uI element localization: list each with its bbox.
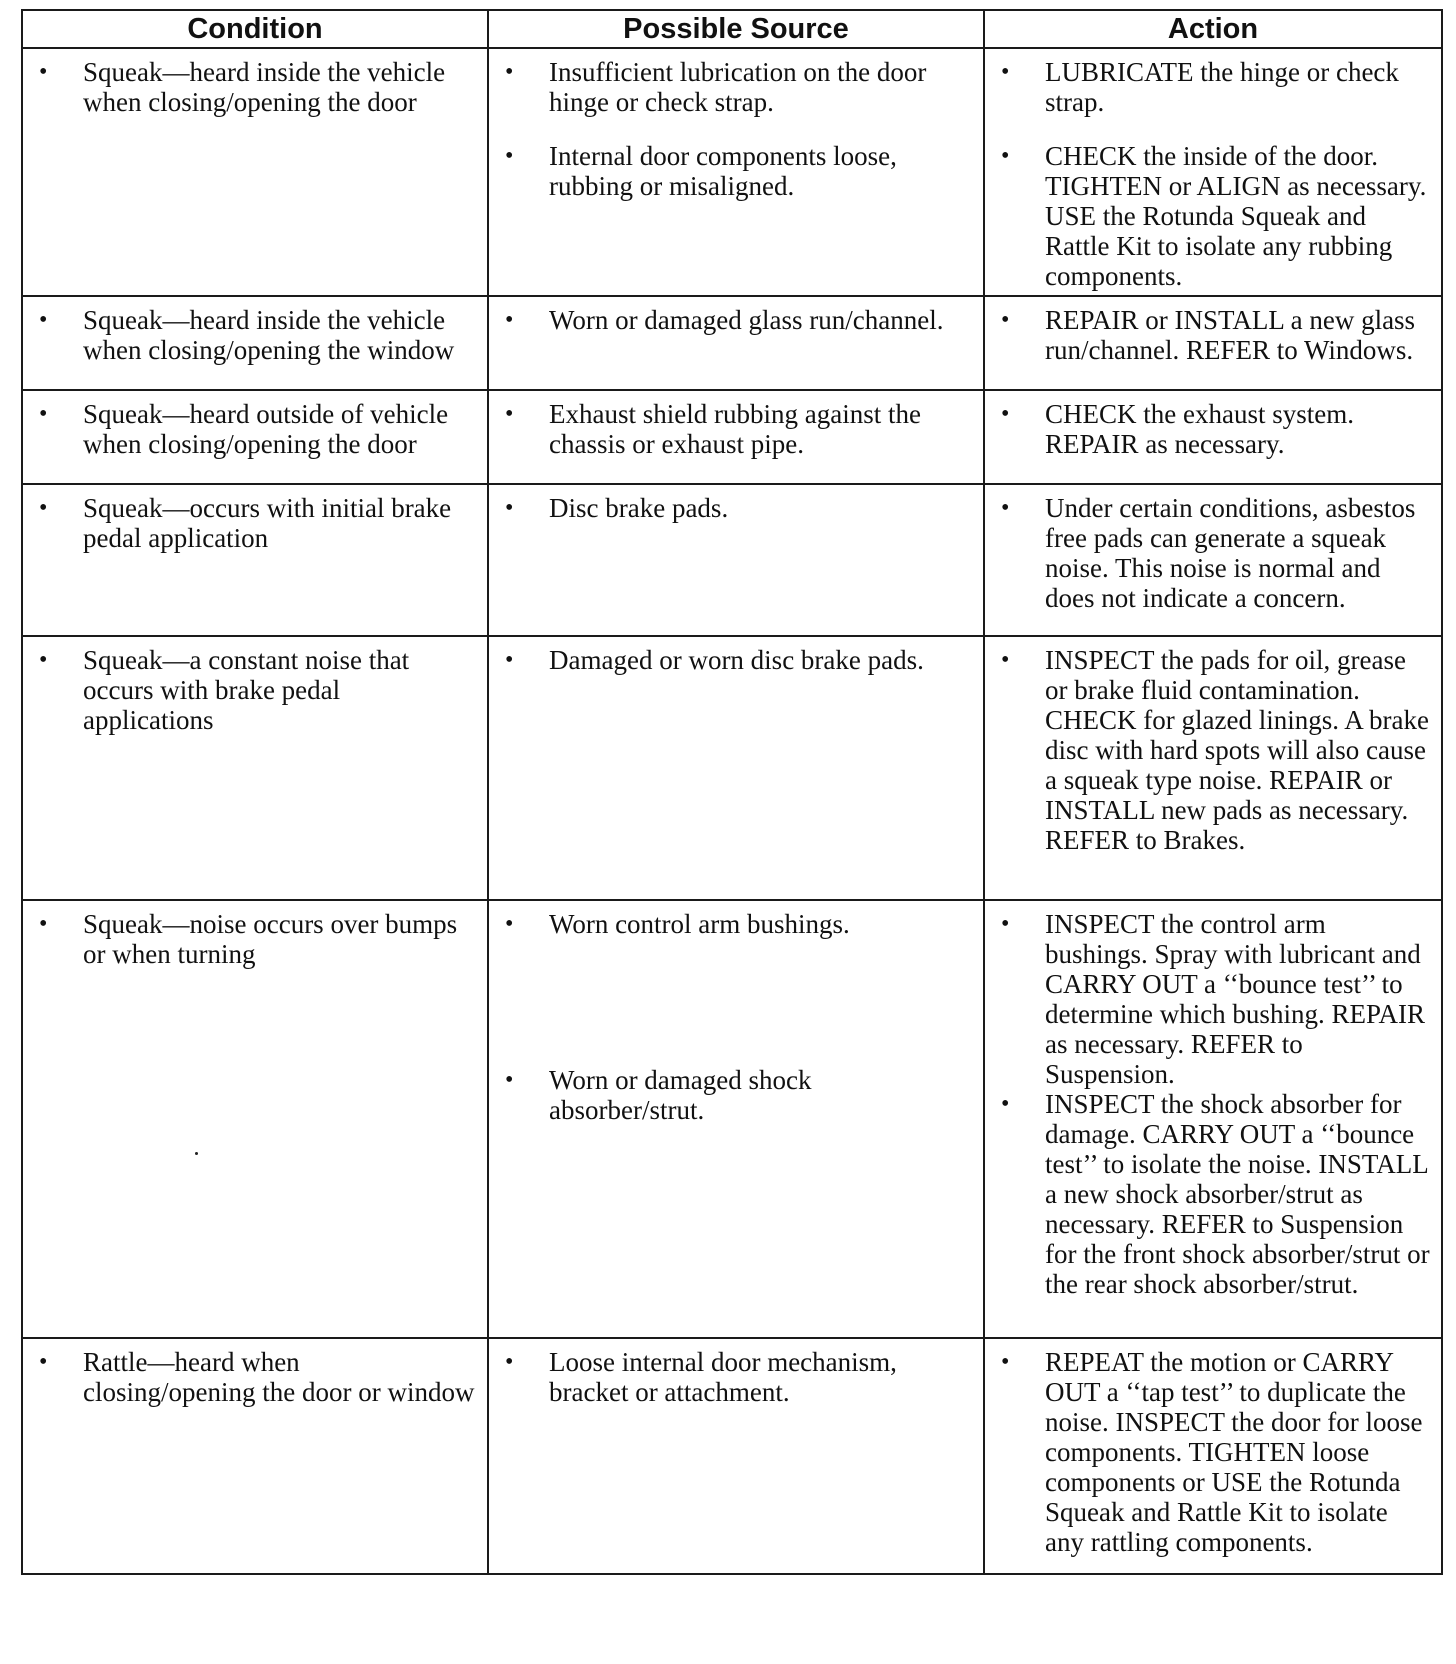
bullet: • (505, 647, 514, 673)
bullet: • (505, 1349, 514, 1375)
condition-cell (22, 636, 488, 900)
bullet: • (39, 495, 48, 521)
list-item (993, 1089, 1431, 1299)
action-cell (984, 900, 1442, 1338)
bullet: • (505, 59, 514, 85)
action-text: Under certain conditions, asbestos free pads can generate a squeak noise. This noise is normal and does not indicate a concern. (1045, 493, 1416, 613)
source-cell (488, 636, 984, 900)
header-possible-source: Possible Source (488, 10, 984, 48)
condition-text: Squeak—noise occurs over bumps or when turning (83, 909, 458, 969)
list-item (993, 1347, 1431, 1557)
table-row (22, 1338, 1442, 1574)
condition-cell (22, 900, 488, 1338)
condition-cell (22, 48, 488, 296)
action-cell (984, 484, 1442, 636)
source-text: Internal door components loose, rubbing or misaligned. (549, 141, 897, 201)
action-text: INSPECT the control arm bushings. Spray with lubricant and CARRY OUT a ‘‘bounce test’’ to determine which bushing. REPAIR as necessary. REFER to Suspension. (1045, 909, 1425, 1089)
action-cell (984, 390, 1442, 484)
bullet: • (1001, 307, 1010, 333)
bullet: • (39, 59, 48, 85)
bullet: • (39, 647, 48, 673)
source-cell (488, 1338, 984, 1574)
condition-text: Squeak—heard inside the vehicle when closing/opening the window (83, 305, 455, 365)
condition-text: Squeak—heard outside of vehicle when closing/opening the door (83, 399, 449, 459)
list-item (497, 57, 973, 117)
list-item (31, 909, 477, 969)
symptom-chart-table (21, 9, 1443, 1575)
list-item (497, 399, 973, 459)
condition-text: Squeak—occurs with initial brake pedal application (83, 493, 452, 553)
source-text: Loose internal door mechanism, bracket or attachment. (549, 1347, 897, 1407)
condition-cell (22, 296, 488, 390)
source-text: Damaged or worn disc brake pads. (549, 645, 924, 675)
source-text: Worn or damaged glass run/channel. (549, 305, 944, 335)
table-row (22, 636, 1442, 900)
table-row (22, 296, 1442, 390)
list-item (497, 909, 973, 939)
source-cell (488, 900, 984, 1338)
list-item (31, 57, 477, 117)
source-text: Insufficient lubrication on the door hinge or check strap. (549, 57, 927, 117)
list-item (31, 645, 477, 735)
bullet: • (39, 401, 48, 427)
table-row (22, 900, 1442, 1338)
bullet: • (1001, 911, 1010, 937)
bullet: • (505, 1067, 514, 1093)
bullet: • (1001, 59, 1010, 85)
bullet: • (1001, 401, 1010, 427)
list-item (497, 645, 973, 675)
table-row (22, 48, 1442, 296)
bullet: • (1001, 495, 1010, 521)
bullet: • (505, 401, 514, 427)
condition-cell (22, 390, 488, 484)
source-cell (488, 296, 984, 390)
source-text: Worn or damaged shock absorber/strut. (549, 1065, 812, 1125)
bullet: • (1001, 1091, 1010, 1117)
list-item (993, 909, 1431, 1089)
list-item (993, 57, 1431, 117)
bullet: • (1001, 1349, 1010, 1375)
bullet: • (505, 911, 514, 937)
source-cell (488, 48, 984, 296)
list-item (993, 305, 1431, 365)
list-item (497, 493, 973, 523)
condition-text: Squeak—heard inside the vehicle when closing/opening the door (83, 57, 446, 117)
bullet: • (39, 1349, 48, 1375)
bullet: • (505, 143, 514, 169)
list-item (31, 399, 477, 459)
list-item (31, 305, 477, 365)
list-item (993, 493, 1431, 613)
action-text: CHECK the exhaust system. REPAIR as necessary. (1045, 399, 1354, 459)
list-item (497, 141, 973, 201)
header-action: Action (984, 10, 1442, 48)
action-cell (984, 636, 1442, 900)
action-text: INSPECT the pads for oil, grease or brake fluid contamination. CHECK for glazed linings. A brake disc with hard spots will also cause a squeak type noise. REPAIR or INSTALL new pads as necessary. REFER to Brakes. (1045, 645, 1429, 855)
list-item (31, 493, 477, 553)
action-text: REPAIR or INSTALL a new glass run/channel. REFER to Windows. (1045, 305, 1416, 365)
bullet: • (505, 495, 514, 521)
source-text: Exhaust shield rubbing against the chassis or exhaust pipe. (549, 399, 921, 459)
list-item (993, 141, 1431, 291)
list-item (497, 305, 973, 335)
table-row (22, 484, 1442, 636)
action-text: INSPECT the shock absorber for damage. CARRY OUT a ‘‘bounce test’’ to isolate the noise. INSTALL a new shock absorber/strut as necessary. REFER to Suspension for the front shock absorber/strut or the rear shock absorber/strut. (1045, 1089, 1430, 1299)
stray-dot-mark (195, 1152, 198, 1155)
table-row (22, 390, 1442, 484)
bullet: • (1001, 647, 1010, 673)
list-item (31, 1347, 477, 1407)
action-text: REPEAT the motion or CARRY OUT a ‘‘tap test’’ to duplicate the noise. INSPECT the door for loose components. TIGHTEN loose components or USE the Rotunda Squeak and Rattle Kit to isolate any rattling components. (1045, 1347, 1423, 1557)
bullet: • (39, 911, 48, 937)
bullet: • (505, 307, 514, 333)
header-row (22, 10, 1442, 48)
condition-text: Rattle—heard when closing/opening the door or window (83, 1347, 475, 1407)
action-cell (984, 48, 1442, 296)
list-item (497, 1347, 973, 1407)
action-cell (984, 1338, 1442, 1574)
bullet: • (1001, 143, 1010, 169)
condition-cell (22, 1338, 488, 1574)
condition-cell (22, 484, 488, 636)
source-cell (488, 484, 984, 636)
list-item (497, 1065, 973, 1125)
source-cell (488, 390, 984, 484)
action-text: LUBRICATE the hinge or check strap. (1045, 57, 1399, 117)
source-text: Worn control arm bushings. (549, 909, 850, 939)
header-condition: Condition (22, 10, 488, 48)
source-text: Disc brake pads. (549, 493, 729, 523)
bullet: • (39, 307, 48, 333)
action-text: CHECK the inside of the door. TIGHTEN or ALIGN as necessary. USE the Rotunda Squeak and Rattle Kit to isolate any rubbing components. (1045, 141, 1427, 291)
list-item (993, 399, 1431, 459)
action-cell (984, 296, 1442, 390)
condition-text: Squeak—a constant noise that occurs with brake pedal applications (83, 645, 410, 735)
list-item (993, 645, 1431, 855)
